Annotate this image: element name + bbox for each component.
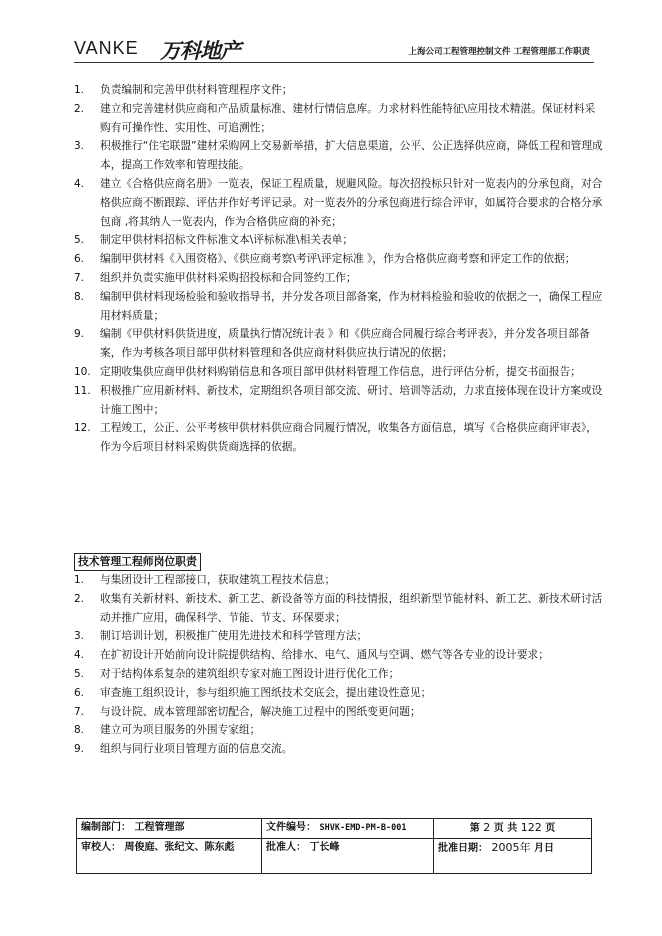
- list-item-number: 7.: [74, 705, 85, 718]
- list-item: [74, 231, 604, 250]
- list-item-number: 2.: [74, 592, 85, 605]
- list-item-text: 组织与同行业项目管理方面的信息交流。: [100, 742, 293, 756]
- page-header: [74, 32, 594, 63]
- list-item-number: 3.: [74, 140, 85, 153]
- list-item-text: 定期收集供应商甲供材料购销信息和各项目部甲供材料管理工作信息，进行评估分析，提交书面报告；: [100, 364, 581, 378]
- list-item-number: 8.: [74, 724, 85, 737]
- list-item-number: 10.: [74, 365, 91, 378]
- list-item-number: 3.: [74, 630, 85, 643]
- list-item: [74, 703, 604, 722]
- list-item: [74, 627, 604, 646]
- list-item-text: 制订培训计划，积极推广使用先进技术和科学管理方法；: [100, 629, 368, 643]
- list-item-text: 与设计院、成本管理部密切配合，解决施工过程中的图纸变更问题；: [100, 704, 421, 718]
- list-item-number: 12.: [74, 422, 91, 435]
- footer-dept: 编制部门： 工程管理部: [77, 819, 262, 839]
- list-item-text: 工程竣工，公正、公平考核甲供材料供应商合同履行情况，收集各方面信息，填写《合格供应商评审表》，作为今后项目材料采购供货商选择的依据。: [100, 421, 597, 454]
- list-item-text: 在扩初设计开始前向设计院提供结构、给排水、电气、通风与空调、燃气等各专业的设计要求；: [100, 648, 549, 662]
- footer-approve-date: [434, 839, 592, 874]
- approve-date-label: 批准日期：: [438, 843, 488, 854]
- list-item: [74, 81, 604, 100]
- list-item-text: 收集有关新材料、新技术、新工艺、新设备等方面的科技情报，组织新型节能材料、新工艺、新技术研讨活动并推广应用，确保科学、节能、节支、环保要求；: [100, 591, 603, 624]
- list-item-text: 负责编制和完善甲供材料管理程序文件；: [100, 83, 293, 96]
- list-item-number: 1.: [74, 84, 85, 96]
- list-item: [74, 137, 604, 175]
- list-item: [74, 100, 604, 138]
- list-item-text: 编制甲供材料《入围资格》、《供应商考察\考评\评定标准 》，作为合格供应商考察和评定工作的依据；: [100, 252, 576, 266]
- list-item-number: 4.: [74, 649, 85, 662]
- list-item-text: 积极推广应用新材料、新技术，定期组织各项目部交流、研讨、培训等活动，力求直接体现在设计方案或设计施工图中；: [100, 383, 603, 416]
- approve-date-rest: 月日: [533, 843, 554, 854]
- header-divider: [74, 62, 594, 63]
- list-item-number: 9.: [74, 328, 85, 341]
- list-item: [74, 382, 604, 420]
- footer-file-number: [262, 819, 434, 839]
- list-item-number: 4.: [74, 177, 85, 190]
- list-item: [74, 250, 604, 269]
- page-total: 122: [520, 821, 542, 834]
- tech-duties-list: [74, 571, 604, 759]
- list-item: [74, 740, 604, 759]
- list-item: [74, 363, 604, 382]
- list-item-text: 审查施工组织设计，参与组织施工图纸技术交底会，提出建设性意见；: [100, 685, 432, 699]
- footer-reviewer: 审校人： 周俊庭、张纪文、陈东彪: [77, 839, 262, 874]
- list-item-text: 编制甲供材料现场检验和验收指导书，并分发各项目部备案，作为材料检验和验收的依据之一，确保工程应用材料质量；: [100, 289, 603, 322]
- list-item-text: 对于结构体系复杂的建筑组织专家对施工图设计进行优化工作；: [100, 666, 400, 680]
- list-item-number: 9.: [74, 743, 85, 756]
- page-current: 2: [483, 821, 491, 834]
- file-number-value: SHVK-EMD-PM-B-001: [319, 823, 407, 833]
- list-item: [74, 571, 604, 590]
- list-item: [74, 646, 604, 665]
- list-item-number: 2.: [74, 102, 85, 115]
- footer-page-count: [434, 819, 592, 839]
- footer-approver: 批准人： 丁长峰: [262, 839, 434, 874]
- list-item-number: 6.: [74, 253, 85, 266]
- list-item: [74, 269, 604, 288]
- list-item-number: 7.: [74, 271, 85, 284]
- list-item: [74, 419, 604, 457]
- list-item-text: 建立可为项目服务的外围专家组；: [100, 723, 261, 737]
- list-item: [74, 721, 604, 740]
- approve-year: 2005年: [491, 841, 531, 854]
- list-item: [74, 684, 604, 703]
- header-document-title: 上海公司工程管理控制文件 工程管理部工作职责: [408, 47, 590, 57]
- footer-info-table: [76, 818, 592, 874]
- list-item-text: 编制《甲供材料供货进度，质量执行情况统计表 》和《供应商合同履行综合考评表》，并分发各项目部备案，作为考核各项目部甲供材料管理和各供应商材料供应执行请况的依据；: [100, 327, 590, 360]
- list-item-number: 8.: [74, 290, 85, 303]
- list-item: [74, 175, 604, 231]
- list-item-number: 5.: [74, 234, 85, 247]
- list-item: [74, 665, 604, 684]
- section-title: 技术管理工程师岗位职责: [74, 553, 201, 571]
- list-item-number: 5.: [74, 667, 85, 680]
- list-item: [74, 325, 604, 363]
- list-item-text: 与集团设计工程部接口，获取建筑工程技术信息；: [100, 573, 336, 586]
- vanke-logo-text: VANKE: [74, 38, 139, 58]
- list-item-text: 制定甲供材料招标文件标准文本\评标标准\相关表单；: [100, 233, 354, 247]
- page-prefix: 第: [469, 823, 480, 834]
- list-item: [74, 288, 604, 326]
- list-item-number: 6.: [74, 686, 85, 699]
- page-mid: 页 共: [493, 823, 518, 834]
- list-item-number: 1.: [74, 574, 85, 586]
- list-item-text: 建立《合格供应商名册》一览表，保证工程质量，规避风险。每次招投标只针对一览表内的分承包商，对合格供应商不断跟踪、评估并作好考评记录。对一览表外的分承包商进行综合评审，如属符合要求的合格分承包商 ,将其纳人一览表内，作为合格供应商的补充；: [100, 176, 603, 228]
- list-item-text: 积极推行“住宅联盟”建材采购网上交易新举措，扩大信息渠道，公平、公正选择供应商，降低工程和管理成本，提高工作效率和管理技能。: [100, 139, 603, 172]
- file-number-label: 文件编号：: [266, 822, 316, 833]
- vanke-logo-chinese: 万科地产: [160, 39, 240, 63]
- material-duties-list: [74, 81, 604, 457]
- list-item-text: 组织并负责实施甲供材料采购招投标和合同签约工作；: [100, 270, 357, 284]
- list-item: [74, 590, 604, 628]
- list-item-text: 建立和完善建材供应商和产品质量标准、建材行情信息库。力求材料性能特征\应用技术精湛。保证材料采购有可操作性、实用性、可追溯性；: [100, 101, 596, 134]
- page-suffix: 页: [545, 823, 556, 834]
- list-item-number: 11.: [74, 384, 91, 397]
